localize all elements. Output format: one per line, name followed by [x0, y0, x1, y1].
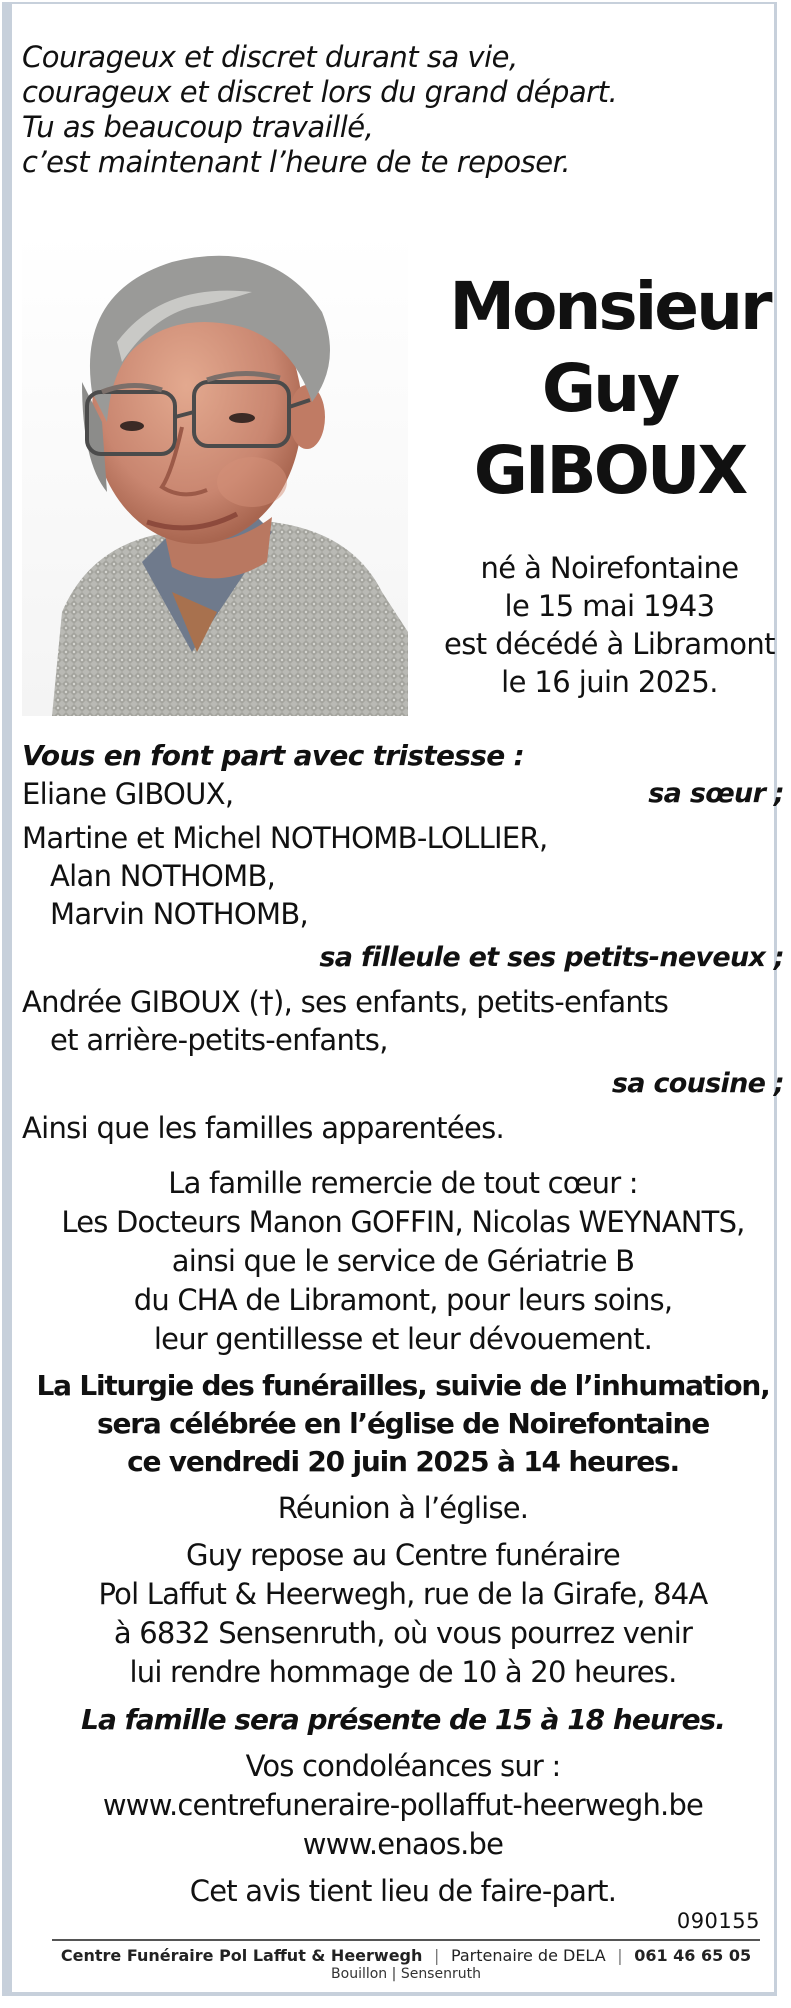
poem	[22, 40, 762, 180]
repose-line: Pol Laffut & Heerwegh, rue de la Girafe, 84A	[98, 1577, 708, 1611]
reunion-line: Réunion à l’église.	[277, 1491, 529, 1525]
born-place: né à Noirefontaine	[480, 551, 739, 585]
closing-line: Cet avis tient lieu de faire-part.	[189, 1874, 617, 1908]
poem-line: Courageux et discret durant sa vie,	[22, 40, 518, 74]
liturgy-line: ce vendredi 20 juin 2025 à 14 heures.	[127, 1445, 679, 1478]
thanks-line: du CHA de Libramont, pour leurs soins,	[133, 1283, 673, 1317]
divider: |	[391, 1966, 397, 1982]
repose-line: lui rendre hommage de 10 à 20 heures.	[129, 1655, 677, 1689]
death-date: le 16 juin 2025.	[501, 665, 718, 699]
family-line: et arrière-petits-enfants,	[50, 1023, 388, 1057]
thanks-line: ainsi que le service de Gériatrie B	[171, 1244, 635, 1278]
family-announcement	[22, 737, 784, 1147]
thanks-line: leur gentillesse et leur dévouement.	[153, 1322, 653, 1356]
thanks-line: Les Docteurs Manon GOFFIN, Nicolas WEYNANTS,	[61, 1205, 745, 1239]
death-place: est décédé à Libramont	[444, 627, 775, 661]
last-name: GIBOUX	[473, 432, 746, 509]
condolences-url[interactable]: www.centrefuneraire-pollaffut-heerwegh.be	[102, 1788, 704, 1822]
footer-divider	[52, 1939, 760, 1941]
family-line: Eliane GIBOUX,	[22, 777, 234, 811]
obituary-notice	[2, 2, 784, 1996]
birth-death-info	[432, 549, 787, 701]
family-line: Andrée GIBOUX (†), ses enfants, petits-enfants	[22, 985, 669, 1019]
company-name: Centre Funéraire Pol Laffut & Heerwegh	[60, 1946, 423, 1965]
liturgy-line: sera célébrée en l’église de Noirefontaine	[96, 1407, 709, 1440]
relationship: sa sœur ;	[648, 778, 784, 809]
family-line: Marvin NOTHOMB,	[50, 897, 309, 931]
repose-line: à 6832 Sensenruth, où vous pourrez venir	[113, 1616, 693, 1650]
family-line: Martine et Michel NOTHOMB-LOLLIER,	[22, 821, 548, 855]
divider: |	[617, 1946, 623, 1965]
family-line: Ainsi que les familles apparentées.	[22, 1111, 505, 1145]
divider: |	[433, 1946, 440, 1965]
deceased-name	[432, 266, 787, 512]
reference-number: 090155	[676, 1909, 760, 1933]
relationship: sa filleule et ses petits-neveux ;	[319, 942, 784, 973]
poem-line: courageux et discret lors du grand départ.	[22, 75, 618, 109]
thanks-line: La famille remercie de tout cœur :	[168, 1166, 638, 1200]
location: Bouillon	[331, 1966, 388, 1982]
portrait-photo	[22, 232, 408, 716]
born-date: le 15 mai 1943	[504, 589, 715, 623]
liturgy-line: La Liturgie des funérailles, suivie de l’inhumation,	[36, 1369, 770, 1402]
presence-line: La famille sera présente de 15 à 18 heures.	[81, 1703, 725, 1736]
poem-line: Tu as beaucoup travaillé,	[22, 110, 374, 144]
first-name: Guy	[541, 350, 678, 427]
condolences-line: Vos condoléances sur :	[245, 1749, 561, 1783]
funeral-home-footer	[52, 1946, 760, 1966]
poem-line: c’est maintenant l’heure de te reposer.	[22, 145, 571, 179]
honorific: Monsieur	[449, 268, 770, 345]
repose-line: Guy repose au Centre funéraire	[186, 1538, 620, 1572]
condolences-url[interactable]: www.enaos.be	[302, 1827, 504, 1861]
location: Sensenruth	[400, 1966, 481, 1982]
phone-number: 061 46 65 05	[634, 1946, 752, 1965]
footer-locations	[52, 1966, 760, 1982]
announce-header: Vous en font part avec tristesse :	[22, 739, 525, 772]
partner-label: Partenaire de DELA	[450, 1946, 606, 1965]
portrait-illustration	[22, 232, 408, 716]
relationship: sa cousine ;	[611, 1068, 784, 1099]
family-line: Alan NOTHOMB,	[50, 859, 276, 893]
service-details	[22, 1164, 784, 1911]
